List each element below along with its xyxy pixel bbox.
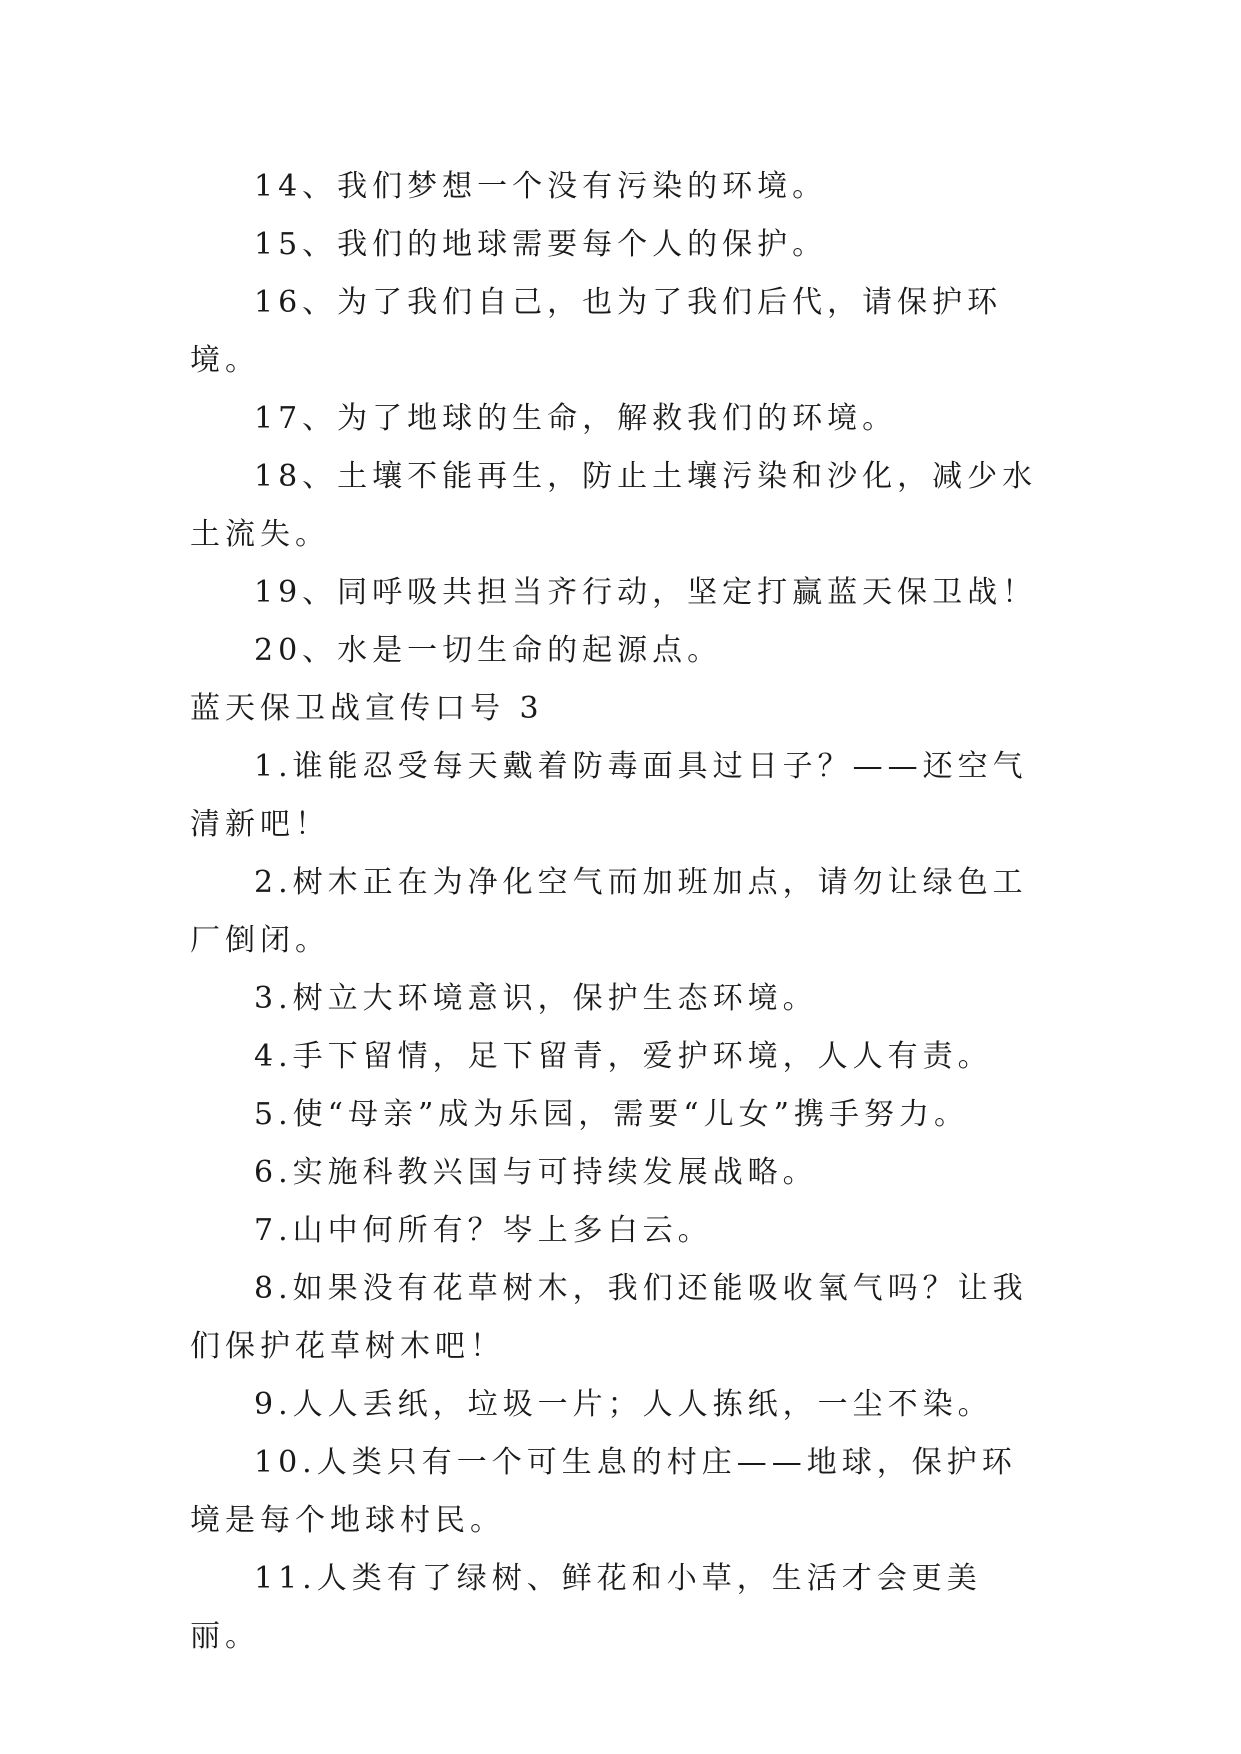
slogan-19: 19、同呼吸共担当齐行动，坚定打赢蓝天保卫战！ xyxy=(254,575,1038,610)
slogan-20: 20、水是一切生命的起源点。 xyxy=(254,633,723,668)
slogan-5: 5.使“母亲”成为乐园，需要“儿女”携手努力。 xyxy=(254,1097,969,1132)
slogan-1: 1.谁能忍受每天戴着防毒面具过日子？——还空气清新吧！ xyxy=(190,749,1028,842)
slogan-15: 15、我们的地球需要每个人的保护。 xyxy=(254,227,828,262)
slogan-11: 11.人类有了绿树、鲜花和小草，生活才会更美丽。 xyxy=(190,1561,982,1654)
section-heading: 蓝天保卫战宣传口号 3 xyxy=(190,691,544,726)
slogan-10: 10.人类只有一个可生息的村庄——地球，保护环境是每个地球村民。 xyxy=(190,1445,1017,1538)
slogan-18: 18、土壤不能再生，防止土壤污染和沙化，减少水土流失。 xyxy=(190,459,1038,552)
slogan-4: 4.手下留情，足下留青，爱护环境，人人有责。 xyxy=(254,1039,993,1074)
slogan-9: 9.人人丢纸，垃圾一片；人人拣纸，一尘不染。 xyxy=(254,1387,993,1422)
slogan-8: 8.如果没有花草树木，我们还能吸收氧气吗？让我们保护花草树木吧！ xyxy=(190,1271,1028,1364)
document-body xyxy=(190,158,1050,1666)
slogan-14: 14、我们梦想一个没有污染的环境。 xyxy=(254,169,828,204)
slogan-3: 3.树立大环境意识，保护生态环境。 xyxy=(254,981,818,1016)
slogan-16: 16、为了我们自己，也为了我们后代，请保护环境。 xyxy=(190,285,1003,378)
slogan-17: 17、为了地球的生命，解救我们的环境。 xyxy=(254,401,898,436)
slogan-6: 6.实施科教兴国与可持续发展战略。 xyxy=(254,1155,818,1190)
slogan-2: 2.树木正在为净化空气而加班加点，请勿让绿色工厂倒闭。 xyxy=(190,865,1028,958)
slogan-7: 7.山中何所有？岑上多白云。 xyxy=(254,1213,713,1248)
